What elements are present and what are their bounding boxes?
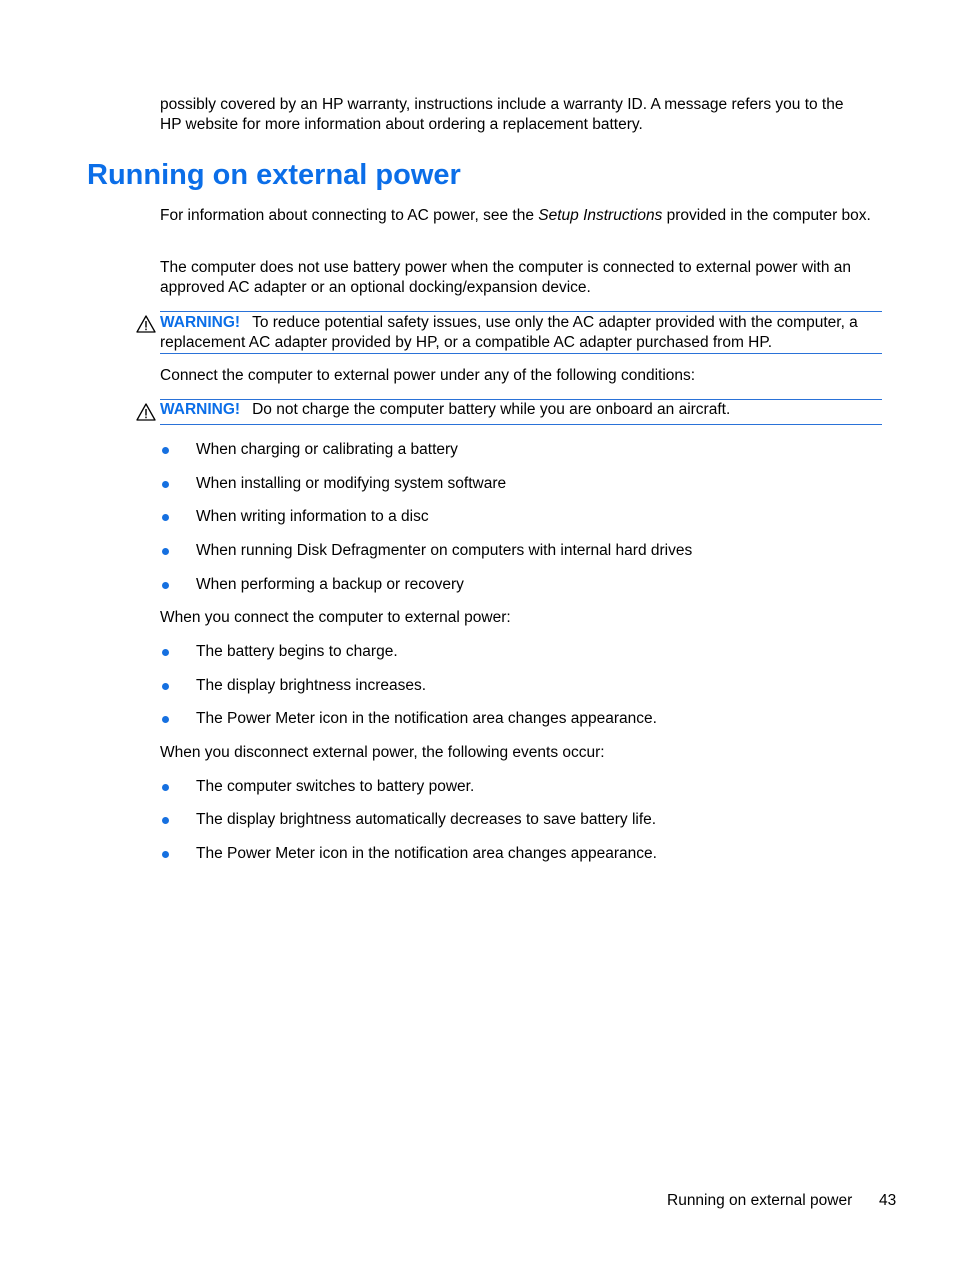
warning-text: To reduce potential safety issues, use only the AC adapter provided with the computer, a replacement AC adapter provided by HP, or a compatible AC adapter purchased from HP.	[160, 314, 858, 351]
bullet-icon	[162, 716, 169, 723]
bullet-icon	[162, 481, 169, 488]
page-number: 43	[879, 1192, 897, 1209]
bullet-icon	[162, 784, 169, 791]
bullet-icon	[162, 683, 169, 690]
warning-triangle-icon	[136, 403, 156, 421]
paragraph-battery-power: The computer does not use battery power when the computer is connected to external power with an approved AC adapter or an optional docking/expansion device.	[160, 259, 851, 296]
warning-label: WARNING!	[160, 401, 241, 418]
footer-section-title: Running on external power	[667, 1192, 853, 1209]
intro-line-1: possibly covered by an HP warranty, instructions include a warranty ID. A message refers you to the	[160, 96, 844, 113]
warning-triangle-icon	[136, 315, 156, 333]
page-title: Running on external power	[87, 159, 461, 191]
bullet-icon	[162, 514, 169, 521]
warning-box-adapter	[160, 311, 882, 354]
bullet-icon	[162, 649, 169, 656]
bullet-icon	[162, 447, 169, 454]
bullet-icon	[162, 582, 169, 589]
warning-box-aircraft	[160, 399, 882, 425]
bullet-icon	[162, 817, 169, 824]
setup-instructions-title: Setup Instructions	[538, 207, 663, 224]
warning-label: WARNING!	[160, 314, 241, 331]
warning-text: Do not charge the computer battery while you are onboard an aircraft.	[252, 401, 731, 418]
bullet-icon	[162, 851, 169, 858]
intro-paragraph	[160, 95, 882, 134]
bullet-icon	[162, 548, 169, 555]
paragraph-conditions-intro: Connect the computer to external power under any of the following conditions:	[160, 367, 696, 384]
paragraph-disconnect-intro: When you disconnect external power, the following events occur:	[160, 744, 605, 761]
intro-line-2: HP website for more information about ordering a replacement battery.	[160, 115, 643, 133]
paragraph-connect-intro: When you connect the computer to external power:	[160, 609, 511, 626]
paragraph-setup-info: For information about connecting to AC power, see the Setup Instructions provided in the computer box.	[160, 207, 871, 224]
